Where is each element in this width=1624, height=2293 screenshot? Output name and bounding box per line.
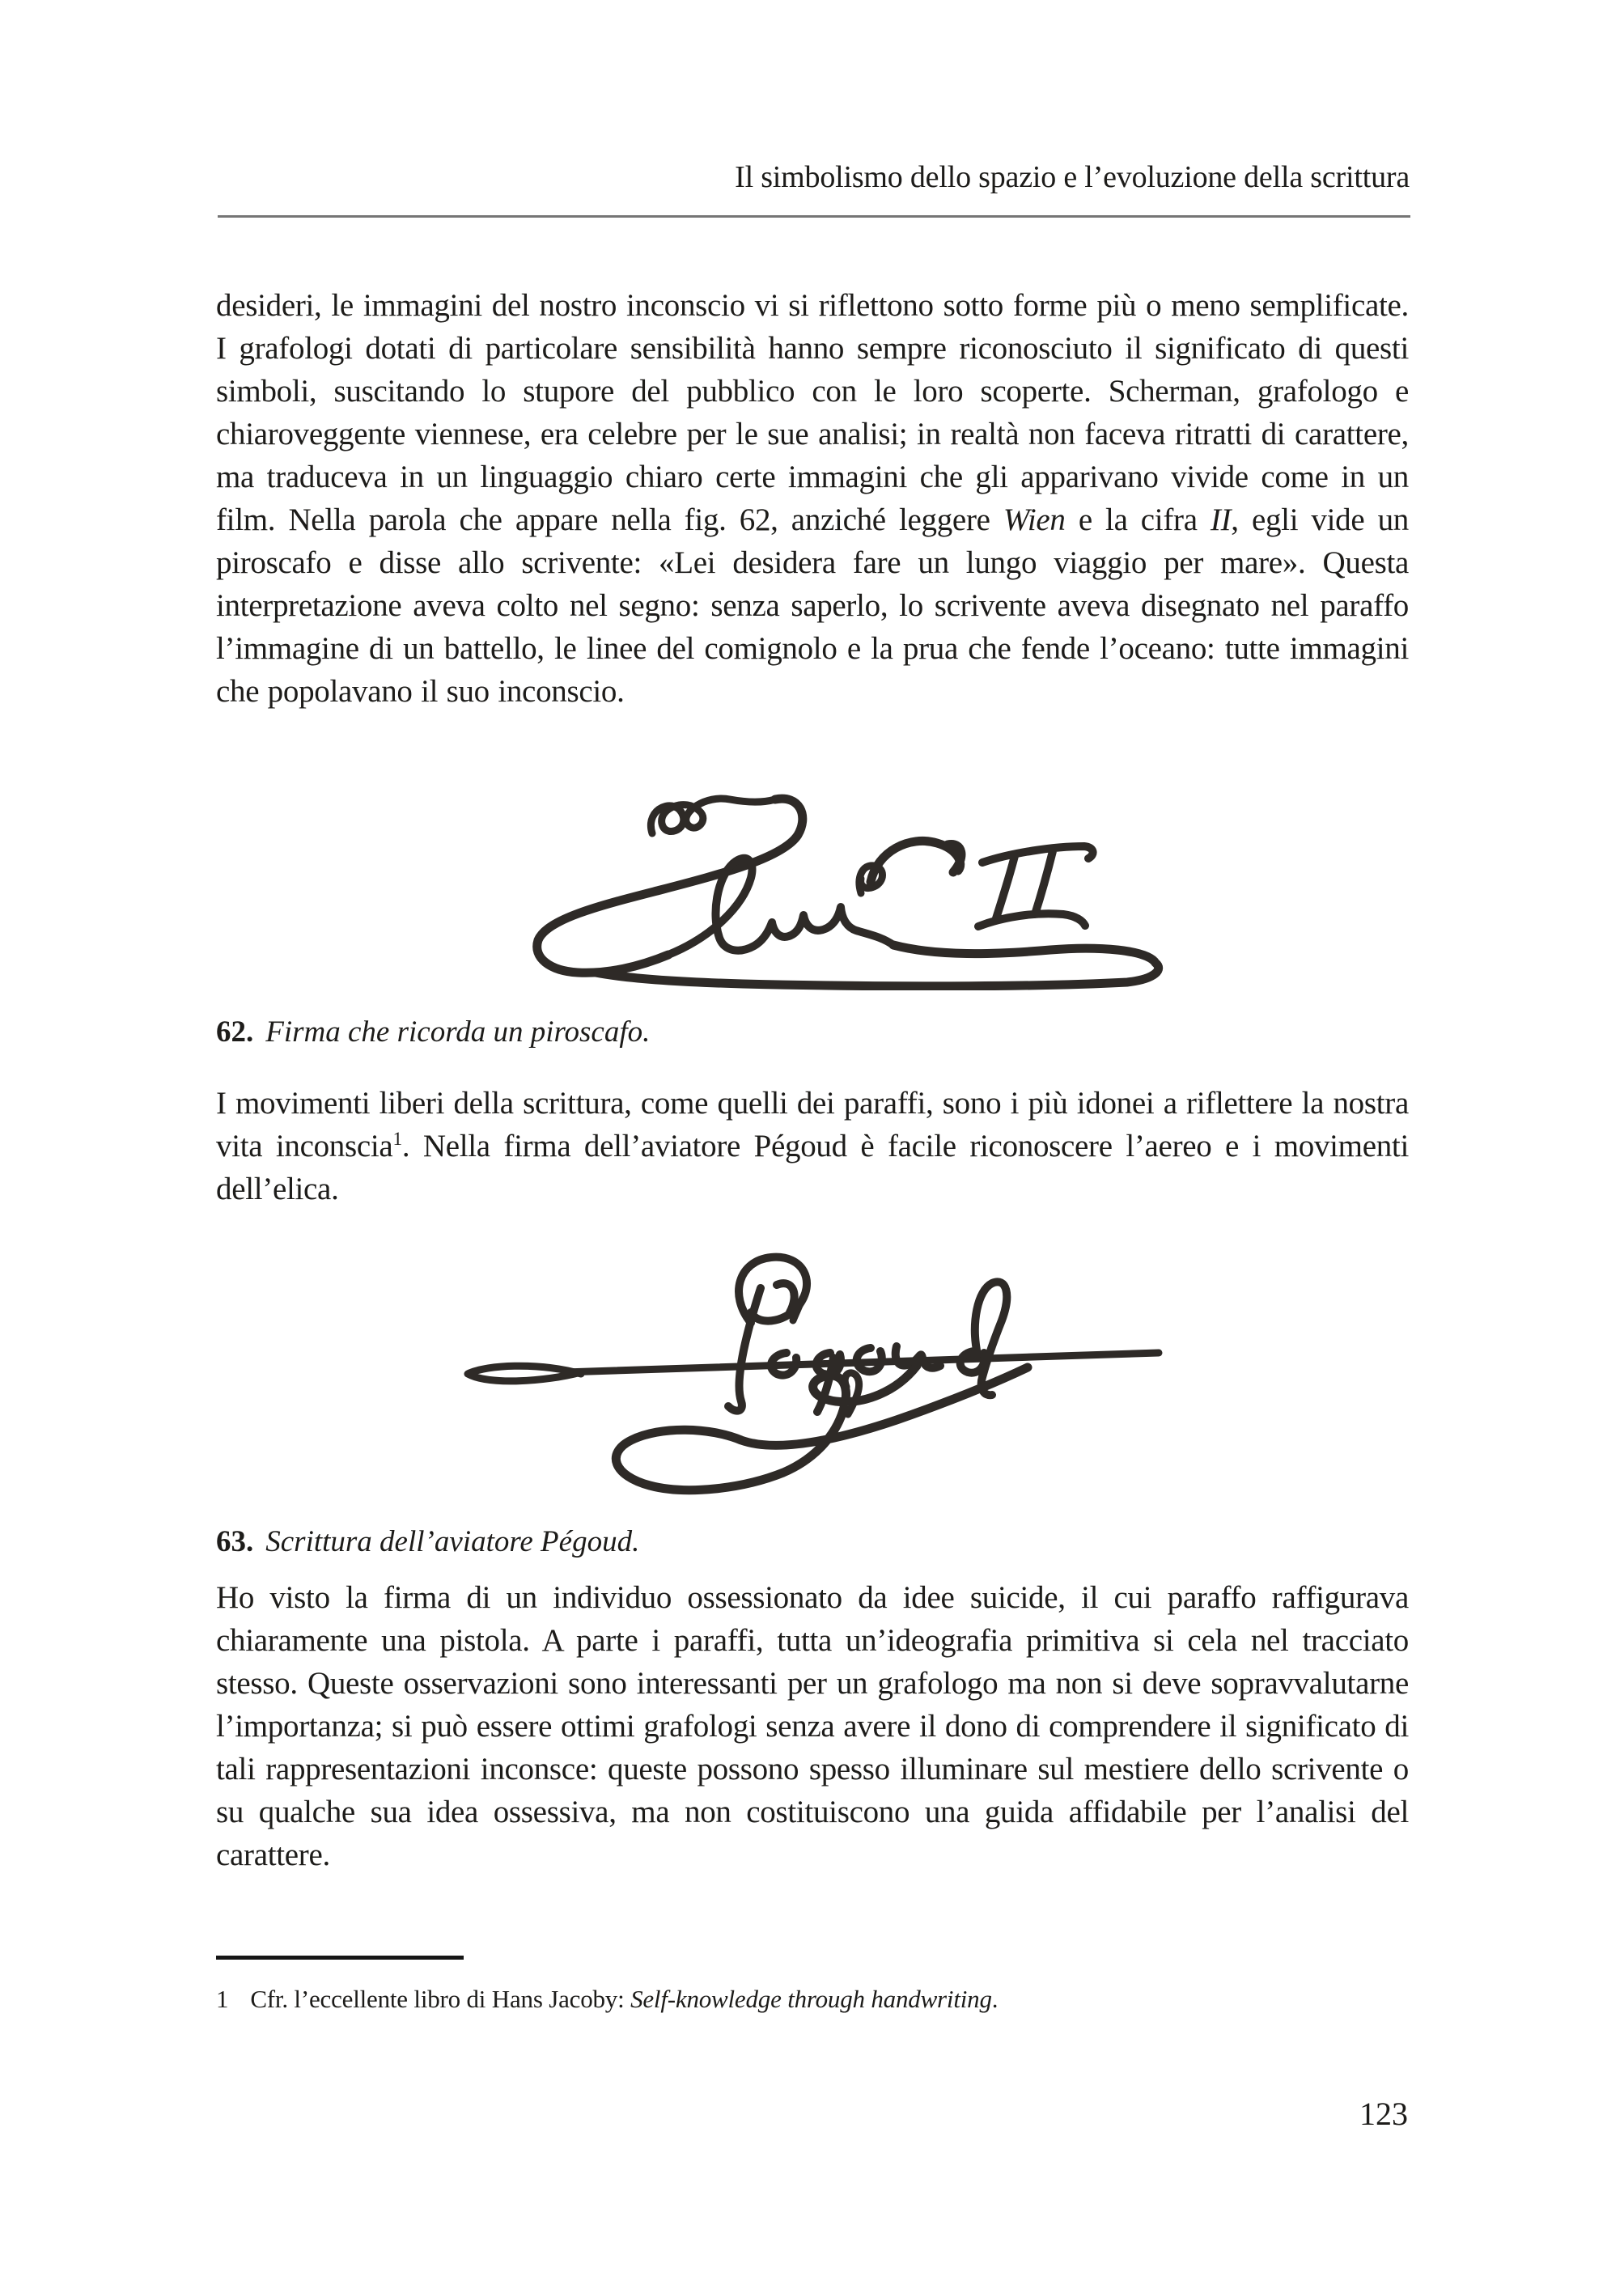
wien-ii-signature-drawing [516,786,1173,990]
figure-63-caption-number: 63. [216,1525,254,1558]
figure-62-caption-text: Firma che ricorda un piroscafo. [265,1015,651,1049]
paragraph-2: I movimenti liberi della scrittura, come quelli dei paraffi, sono i più idonei a riflettere la nostra vita inconscia$^1$. Nella firma dell’aviatore Pégoud è facile riconoscere l’aereo e i movimenti dell’elica. [216,1086,1410,1206]
footnote-1 [216,1983,1409,2015]
running-header: Il simbolismo dello spazio e l’evoluzione della scrittura [735,160,1410,194]
header-rule [218,215,1410,218]
figure-63-caption-text: Scrittura dell’aviatore Pégoud. [265,1525,640,1558]
figure-63-signature-pegoud [443,1246,1189,1523]
figure-62-caption [216,1015,1409,1050]
paragraph-1: desideri, le immagini del nostro inconscio vi si riflettono sotto forme più o meno semplificate. I grafologi dotati di particolare sensibilità hanno sempre riconosciuto il significato di questi simboli, suscitando lo stupore del pubblico con le loro scoperte. Scherman, grafologo e chiaroveggente viennese, era celebre per le sue analisi; in realtà non faceva ritratti di carattere, ma traduceva in un linguaggio chiaro certe immagini che gli apparivano vivide come in un film. Nella parola che appare nella fig. 62, anziché leggere Wien e la cifra II, egli vide un piroscafo e disse allo scrivente: «Lei desidera fare un lungo viaggio per mare». Questa interpretazione aveva colto nel segno: senza saperlo, lo scrivente aveva disegnato nel paraffo l’immagine di un battello, le linee del comignolo e la prua che fende l’oceano: tutte immagini che popolavano il suo inconscio. [216,288,1409,709]
footnote-rule [216,1956,464,1960]
page-number: 123 [1359,2096,1408,2132]
figure-62-signature-wien [516,786,1173,990]
pegoud-signature-drawing [443,1246,1189,1523]
paragraph-3: Ho visto la firma di un individuo ossessionato da idee suicide, il cui paraffo raffigurava chiaramente una pistola. A parte i paraffi, tutta un’ideografia primitiva si cela nel tracciato stesso. Queste osservazioni sono interessanti per un grafologo ma non si deve sopravvalutarne l’importanza; si può essere ottimi grafologi senza avere il dono di comprendere il significato di tali rappresentazioni inconsce: queste possono spesso illuminare sul mestiere dello scrivente o su qualche sua idea ossessiva, ma non costituiscono una guida affidabile per l’analisi del carattere. [216,1580,1409,1872]
figure-62-caption-number: 62. [216,1015,254,1049]
footnote-text: Cfr. l’eccellente libro di Hans Jacoby: Self-knowledge through handwriting. [250,1985,999,2013]
figure-63-caption [216,1524,1409,1560]
footnote-number: 1 [216,1985,229,2013]
